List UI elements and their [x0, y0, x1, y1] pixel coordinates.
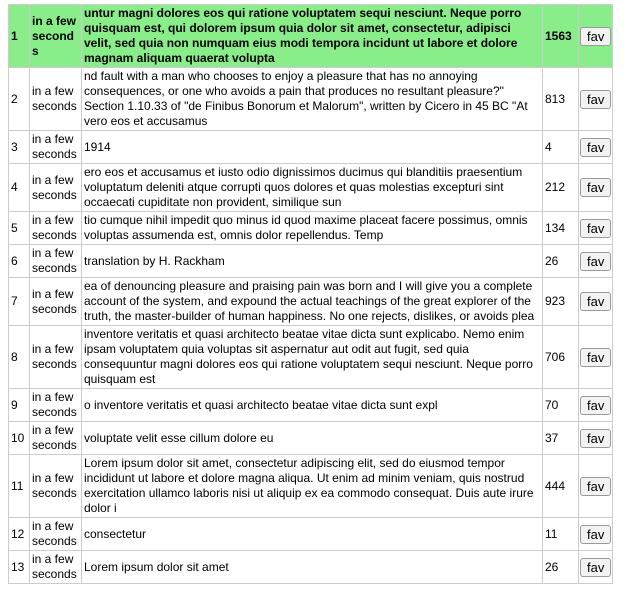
row-fav-cell	[579, 245, 613, 278]
table-row	[9, 212, 613, 245]
fav-button[interactable]: fav	[580, 27, 611, 46]
row-count: 4	[543, 131, 579, 164]
stories-table	[8, 4, 613, 584]
row-fav-cell	[579, 422, 613, 455]
row-fav-cell	[579, 389, 613, 422]
row-timestamp: in a few seconds	[30, 164, 82, 212]
table-row	[9, 551, 613, 584]
row-timestamp: in a few seconds	[30, 518, 82, 551]
row-text: o inventore veritatis et quasi architecto beatae vitae dicta sunt expl	[82, 389, 543, 422]
fav-button[interactable]: fav	[580, 429, 611, 448]
row-count: 444	[543, 455, 579, 518]
table-row	[9, 518, 613, 551]
row-index: 10	[9, 422, 30, 455]
row-count: 70	[543, 389, 579, 422]
row-count: 1563	[543, 5, 579, 68]
row-text: ea of denouncing pleasure and praising pain was born and I will give you a complete account of the system, and expound the actual teachings of the great explorer of the truth, the master-builder of human happiness. No one rejects, dislikes, or avoids plea	[82, 278, 543, 326]
row-index: 2	[9, 68, 30, 131]
row-fav-cell	[579, 68, 613, 131]
table-row	[9, 326, 613, 389]
fav-button[interactable]: fav	[580, 178, 611, 197]
row-text: consectetur	[82, 518, 543, 551]
row-index: 3	[9, 131, 30, 164]
row-fav-cell	[579, 164, 613, 212]
fav-button[interactable]: fav	[580, 558, 611, 577]
row-index: 4	[9, 164, 30, 212]
row-timestamp: in a few seconds	[30, 455, 82, 518]
row-timestamp: in a few seconds	[30, 551, 82, 584]
row-count: 813	[543, 68, 579, 131]
row-index: 8	[9, 326, 30, 389]
row-index: 5	[9, 212, 30, 245]
fav-button[interactable]: fav	[580, 219, 611, 238]
row-count: 26	[543, 245, 579, 278]
row-timestamp: in a few seconds	[30, 245, 82, 278]
row-count: 26	[543, 551, 579, 584]
table-row	[9, 164, 613, 212]
row-text: Lorem ipsum dolor sit amet, consectetur adipiscing elit, sed do eiusmod tempor incididunt ut labore et dolore magna aliqua. Ut enim ad minim veniam, quis nostrud exercitation ullamco laboris nisi ut aliquip ex ea commodo consequat. Duis aute irure dolor i	[82, 455, 543, 518]
row-fav-cell	[579, 5, 613, 68]
fav-button[interactable]: fav	[580, 138, 611, 157]
row-text: untur magni dolores eos qui ratione voluptatem sequi nesciunt. Neque porro quisquam est, qui dolorem ipsum quia dolor sit amet, consectetur, adipisci velit, sed quia non numquam eius modi tempora incidunt ut labore et dolore magnam aliquam quaerat volupta	[82, 5, 543, 68]
row-fav-cell	[579, 212, 613, 245]
table-row	[9, 422, 613, 455]
fav-button[interactable]: fav	[580, 525, 611, 544]
row-timestamp: in a few seconds	[30, 5, 82, 68]
row-count: 37	[543, 422, 579, 455]
fav-button[interactable]: fav	[580, 90, 611, 109]
stories-table-body	[9, 5, 613, 584]
row-text: inventore veritatis et quasi architecto beatae vitae dicta sunt explicabo. Nemo enim ipsam voluptatem quia voluptas sit aspernatur aut odit aut fugit, sed quia consequuntur magni dolores eos qui ratione voluptatem sequi nesciunt. Neque porro quisquam est	[82, 326, 543, 389]
row-timestamp: in a few seconds	[30, 68, 82, 131]
row-timestamp: in a few seconds	[30, 389, 82, 422]
table-row	[9, 278, 613, 326]
row-text: voluptate velit esse cillum dolore eu	[82, 422, 543, 455]
fav-button[interactable]: fav	[580, 252, 611, 271]
row-index: 7	[9, 278, 30, 326]
table-row	[9, 389, 613, 422]
row-text: nd fault with a man who chooses to enjoy a pleasure that has no annoying consequences, or one who avoids a pain that produces no resultant pleasure?" Section 1.10.33 of "de Finibus Bonorum et Malorum", written by Cicero in 45 BC "At vero eos et accusamus	[82, 68, 543, 131]
row-fav-cell	[579, 518, 613, 551]
row-index: 6	[9, 245, 30, 278]
row-count: 706	[543, 326, 579, 389]
row-index: 12	[9, 518, 30, 551]
row-text: ero eos et accusamus et iusto odio dignissimos ducimus qui blanditiis praesentium voluptatum deleniti atque corrupti quos dolores et quas molestias excepturi sint occaecati cupiditate non provident, similique sun	[82, 164, 543, 212]
row-fav-cell	[579, 131, 613, 164]
row-timestamp: in a few seconds	[30, 422, 82, 455]
row-fav-cell	[579, 455, 613, 518]
row-text: Lorem ipsum dolor sit amet	[82, 551, 543, 584]
table-row	[9, 245, 613, 278]
table-row	[9, 5, 613, 68]
row-text: tio cumque nihil impedit quo minus id quod maxime placeat facere possimus, omnis voluptas assumenda est, omnis dolor repellendus. Temp	[82, 212, 543, 245]
table-row	[9, 68, 613, 131]
row-index: 13	[9, 551, 30, 584]
row-count: 134	[543, 212, 579, 245]
row-index: 11	[9, 455, 30, 518]
row-count: 923	[543, 278, 579, 326]
row-count: 11	[543, 518, 579, 551]
row-timestamp: in a few seconds	[30, 278, 82, 326]
row-fav-cell	[579, 278, 613, 326]
row-timestamp: in a few seconds	[30, 326, 82, 389]
row-text: translation by H. Rackham	[82, 245, 543, 278]
fav-button[interactable]: fav	[580, 477, 611, 496]
row-index: 1	[9, 5, 30, 68]
row-timestamp: in a few seconds	[30, 212, 82, 245]
row-text: 1914	[82, 131, 543, 164]
fav-button[interactable]: fav	[580, 348, 611, 367]
row-count: 212	[543, 164, 579, 212]
fav-button[interactable]: fav	[580, 292, 611, 311]
table-row	[9, 131, 613, 164]
row-index: 9	[9, 389, 30, 422]
row-fav-cell	[579, 551, 613, 584]
row-timestamp: in a few seconds	[30, 131, 82, 164]
table-row	[9, 455, 613, 518]
row-fav-cell	[579, 326, 613, 389]
page-scrollbar[interactable]	[622, 0, 630, 596]
fav-button[interactable]: fav	[580, 396, 611, 415]
